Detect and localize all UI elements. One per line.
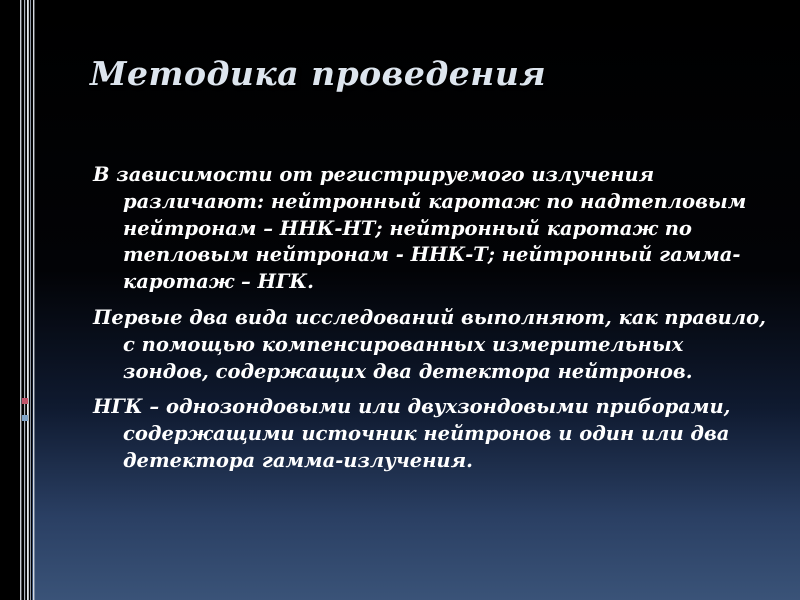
- vertical-decorative-lines: [0, 0, 40, 600]
- slide-title: Методика проведения: [90, 54, 547, 93]
- paragraph-compensated-probes: Первые два вида исследований выполняют, как правило, с помощью компенсированных измерительных зондов, содержащих два детектора нейтронов.: [93, 305, 766, 383]
- slide-content: [93, 162, 773, 484]
- paragraph-ngk-devices: НГК – однозондовыми или двухзондовыми приборами, содержащими источник нейтронов и один или два детектора гамма-излучения.: [93, 395, 731, 472]
- paragraph-neutron-logging-types: В зависимости от регистрируемого излучения различают: нейтронный каротаж по надтепловым нейтронам – ННК-НТ; нейтронный каротаж по тепловым нейтронам - ННК-Т; нейтронный гамма-каротаж – НГК.: [93, 163, 747, 294]
- accent-mark-red: [22, 398, 28, 404]
- accent-mark-blue: [22, 415, 28, 421]
